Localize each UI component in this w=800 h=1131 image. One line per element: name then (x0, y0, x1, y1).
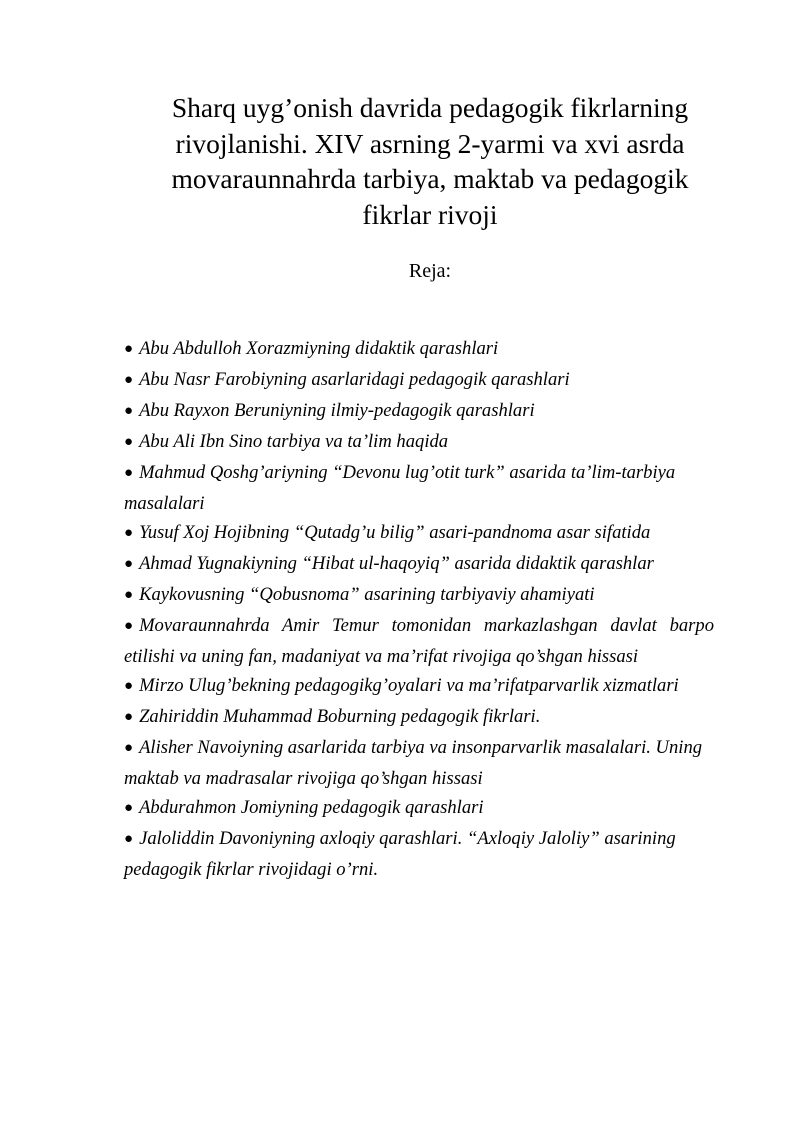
list-item-text: Abu Ali Ibn Sino tarbiya va ta’lim haqida (139, 431, 449, 452)
bullet-icon: ● (124, 525, 134, 541)
document-title: Sharq uyg’onish davrida pedagogik fikrlarning rivojlanishi. XIV asrning 2-yarmi va xvi asrda movaraunnahrda tarbiya, maktab va pedagogik fikrlar rivoji (171, 92, 689, 230)
bullet-icon: ● (124, 556, 134, 572)
plan-list (124, 334, 714, 884)
bullet-icon: ● (124, 678, 134, 694)
list-item (124, 396, 714, 427)
bullet-icon: ● (124, 465, 134, 481)
list-item (124, 824, 714, 884)
bullet-icon: ● (124, 740, 134, 756)
list-item (124, 793, 714, 824)
bullet-icon: ● (124, 372, 134, 388)
list-item (124, 334, 714, 365)
bullet-icon: ● (124, 587, 134, 603)
list-item (124, 611, 714, 671)
list-item-text: Kaykovusning “Qobusnoma” asarining tarbiyaviy ahamiyati (139, 584, 595, 605)
bullet-icon: ● (124, 831, 134, 847)
bullet-icon: ● (124, 434, 134, 450)
plan-heading: Reja: (408, 260, 452, 282)
list-item-text: Ahmad Yugnakiyning “Hibat ul-haqoyiq” asarida didaktik qarashlar (139, 553, 654, 574)
list-item (124, 702, 714, 733)
list-item (124, 671, 714, 702)
list-item-text: Abdurahmon Jomiyning pedagogik qarashlari (139, 797, 484, 818)
bullet-icon: ● (124, 341, 134, 357)
list-item-text: Abu Rayxon Beruniyning ilmiy-pedagogik qarashlari (139, 400, 535, 421)
list-item (124, 580, 714, 611)
list-item-text: Zahiriddin Muhammad Boburning pedagogik fikrlari. (139, 706, 541, 727)
bullet-icon: ● (124, 709, 134, 725)
list-item (124, 549, 714, 580)
list-item (124, 458, 714, 518)
list-item-text: Abu Abdulloh Xorazmiyning didaktik qarashlari (139, 338, 499, 359)
bullet-icon: ● (124, 403, 134, 419)
list-item-text: Movaraunnahrda Amir Temur tomonidan markazlashgan davlat barpo etilishi va uning fan, madaniyat va ma’rifat rivojiga qo’shgan hissasi (124, 615, 714, 667)
bullet-icon: ● (124, 618, 134, 634)
list-item-text: Abu Nasr Farobiyning asarlaridagi pedagogik qarashlari (139, 369, 570, 390)
list-item-text: Jaloliddin Davoniyning axloqiy qarashlari. “Axloqiy Jaloliy” asarining pedagogik fikrlar rivojidagi o’rni. (124, 828, 676, 880)
list-item (124, 733, 714, 793)
list-item-text: Yusuf Xoj Hojibning “Qutadg’u bilig” asari-pandnoma asar sifatida (139, 522, 651, 543)
bullet-icon: ● (124, 800, 134, 816)
list-item-text: Mirzo Ulug’bekning pedagogikg’oyalari va ma’rifatparvarlik xizmatlari (139, 675, 679, 696)
list-item (124, 427, 714, 458)
list-item-text: Alisher Navoiyning asarlarida tarbiya va insonparvarlik masalalari. Uning maktab va madrasalar rivojiga qo’shgan hissasi (124, 737, 703, 789)
list-item (124, 365, 714, 396)
list-item (124, 518, 714, 549)
list-item-text: Mahmud Qoshg’ariyning “Devonu lug’otit turk” asarida ta’lim-tarbiya masalalari (124, 462, 676, 514)
